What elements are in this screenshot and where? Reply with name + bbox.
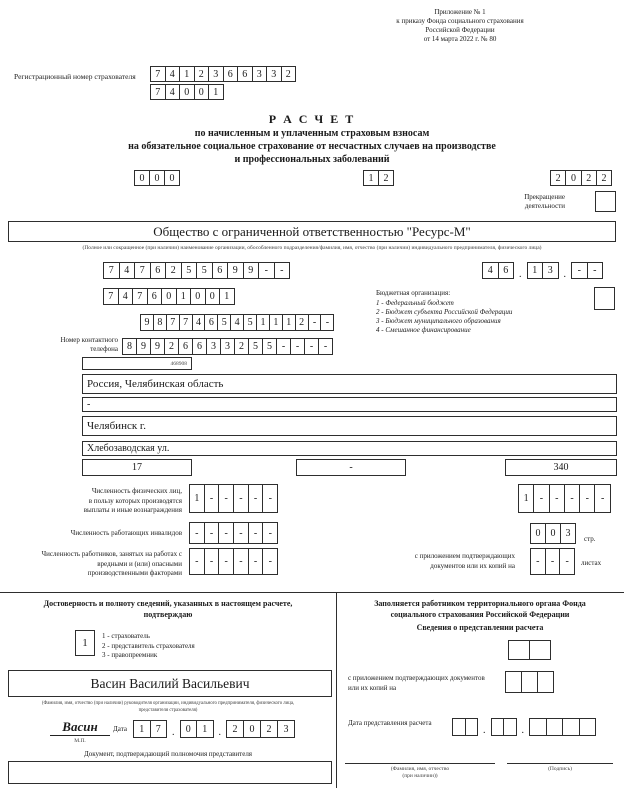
- okved-dot: .: [563, 268, 566, 280]
- form-cell: -: [320, 314, 334, 331]
- form-cell: 7: [134, 262, 151, 279]
- form-title-line: и профессиональных заболеваний: [234, 154, 390, 165]
- form-cell: 4: [119, 262, 136, 279]
- insurer-name-caption: (Полное или сокращенное (при наличии) наименование организации, обособленного подразделения/фамилия, имя, отчество (при наличии) индивидуального предпринимателя, физического лица): [82, 245, 542, 251]
- fss-name-caption: [345, 766, 495, 780]
- form-cell: 7: [150, 66, 166, 82]
- form-cell: 0: [180, 720, 198, 738]
- form-cell: 1: [208, 84, 224, 100]
- reporting-period-cells: [363, 170, 394, 186]
- form-cell: 0: [149, 170, 165, 186]
- form-cell: -: [308, 314, 322, 331]
- form-cell: 3: [208, 66, 224, 82]
- form-cell: 7: [150, 84, 166, 100]
- fss-title-line: Заполняется работником территориального органа Фонда: [374, 599, 586, 608]
- form-cell: 7: [166, 314, 180, 331]
- form-cell: 2: [295, 314, 309, 331]
- form-cell: 2: [234, 338, 249, 355]
- okved-group3: [571, 262, 603, 279]
- form-cell: 4: [482, 262, 499, 279]
- form-cell: -: [549, 484, 565, 513]
- authority-document-label: Документ, подтверждающий полномочия представителя: [83, 750, 253, 758]
- signature-block: [50, 718, 110, 745]
- form-cell: 5: [196, 262, 213, 279]
- form-cell: [508, 640, 530, 660]
- fss-date-label: Дата представления расчета: [348, 719, 432, 727]
- form-cell: 2: [581, 170, 597, 186]
- form-cell: -: [559, 548, 575, 575]
- form-cell: -: [290, 338, 305, 355]
- form-title: [0, 112, 624, 166]
- hazardous-count-label: [20, 550, 182, 579]
- form-cell: 6: [192, 338, 207, 355]
- form-cell: 7: [132, 288, 148, 305]
- inn-cells: [103, 262, 290, 279]
- form-cell: 6: [204, 314, 218, 331]
- form-cell: 2: [164, 338, 179, 355]
- form-cell: 9: [150, 338, 165, 355]
- confirmation-line: Достоверность и полноту сведений, указанных в настоящем расчете,: [43, 599, 293, 608]
- form-cell: 9: [243, 262, 260, 279]
- date-dot: .: [218, 727, 221, 738]
- label-line: вредными и (или) опасными: [97, 559, 182, 568]
- form-cell: [452, 718, 466, 736]
- form-cell: -: [204, 522, 220, 544]
- form-cell: 6: [498, 262, 515, 279]
- label-line: Численность физических лиц,: [91, 487, 182, 495]
- form-cell: -: [189, 522, 205, 544]
- form-cell: 1: [282, 314, 296, 331]
- form-cell: 1: [196, 720, 214, 738]
- form-cell: 1: [518, 484, 534, 513]
- attachments-label: [386, 552, 515, 571]
- form-cell: -: [587, 262, 604, 279]
- form-cell: -: [248, 484, 264, 513]
- label-line: или их копий на: [348, 684, 397, 692]
- signer-type-option: 2 - представитель страхователя: [102, 641, 195, 650]
- phone-label-line: Номер контактного: [60, 336, 118, 344]
- fss-received-code-cells: [508, 640, 551, 660]
- registration-number-cells: [150, 66, 296, 82]
- form-cell: 6: [150, 262, 167, 279]
- form-cell: [503, 718, 517, 736]
- fss-block-title: [340, 598, 620, 620]
- form-cell: -: [318, 338, 333, 355]
- fss-date-month-cells: [491, 718, 517, 736]
- form-cell: 1: [269, 314, 283, 331]
- appendix-note: [310, 8, 610, 44]
- okved-field: [482, 262, 603, 279]
- form-cell: -: [204, 484, 220, 513]
- termination-checkbox: [595, 191, 616, 212]
- form-cell: 2: [550, 170, 566, 186]
- caption-line: (при наличии)): [402, 773, 438, 779]
- form-cell: 0: [194, 84, 210, 100]
- form-cell: [521, 671, 538, 693]
- form-cell: -: [530, 548, 546, 575]
- address-house-field: 17: [82, 459, 192, 476]
- form-cell: [595, 191, 616, 212]
- form-cell: 6: [212, 262, 229, 279]
- signer-type-code-box: [75, 630, 95, 656]
- stamp-label: М.П.: [74, 738, 86, 744]
- termination-label-line: деятельности: [524, 202, 565, 210]
- form-cell: [529, 718, 547, 736]
- disabled-count-label: Численность работающих инвалидов: [70, 529, 182, 537]
- form-cell: -: [276, 338, 291, 355]
- form-cell: 3: [252, 66, 268, 82]
- label-line: документов или их копий на: [430, 561, 515, 570]
- date-dot: .: [521, 725, 524, 736]
- form-cell: 1: [176, 288, 192, 305]
- form-title-main: Р А С Ч Е Т: [268, 112, 356, 126]
- budget-org-option: 2 - Бюджет субъекта Российской Федерации: [376, 308, 513, 316]
- address-district-field: -: [82, 397, 617, 412]
- form-cell: -: [545, 548, 561, 575]
- form-cell: 4: [118, 288, 134, 305]
- appendix-line: Российской Федерации: [425, 26, 495, 34]
- form-cell: 9: [227, 262, 244, 279]
- form-cell: 0: [179, 84, 195, 100]
- signer-type-options: [102, 632, 195, 661]
- subordination-code-cells: [150, 84, 224, 100]
- form-cell: -: [258, 262, 275, 279]
- individuals-count-label: [20, 487, 182, 516]
- date-day-cells: [133, 720, 167, 738]
- signer-name-field: Васин Василий Васильевич: [8, 670, 332, 697]
- form-cell: -: [204, 548, 220, 575]
- appendix-line: от 14 марта 2022 г. № 80: [423, 35, 497, 43]
- signer-type-option: 1 - страхователь: [102, 632, 150, 640]
- form-title-line: по начисленным и уплаченным страховым взносам: [194, 128, 430, 139]
- date-month-cells: [180, 720, 214, 738]
- form-cell: -: [218, 484, 234, 513]
- section-divider-vertical: [336, 592, 337, 788]
- form-cell: 7: [179, 314, 193, 331]
- form-cell: [465, 718, 479, 736]
- form-cell: 4: [230, 314, 244, 331]
- budget-org-code-box: [594, 287, 615, 310]
- ogrn-cells: [140, 314, 334, 331]
- registration-number-label: Регистрационный номер страхователя: [14, 72, 136, 81]
- form-cell: 6: [223, 66, 239, 82]
- pages-count-cells: [530, 523, 576, 544]
- form-cell: 6: [237, 66, 253, 82]
- form-cell: 1: [133, 720, 151, 738]
- address-building-field: -: [296, 459, 406, 476]
- label-line: в пользу которых производятся: [88, 496, 182, 505]
- correction-number-cells: [134, 170, 180, 186]
- label-line: производственными факторами: [87, 569, 182, 577]
- form-cell: 4: [192, 314, 206, 331]
- signer-type-option: 3 - правопреемник: [102, 651, 158, 659]
- fss-attachments-label: [348, 673, 503, 693]
- budget-org-option: 3 - Бюджет муниципального образования: [376, 317, 501, 325]
- form-cell: -: [189, 548, 205, 575]
- form-cell: -: [533, 484, 549, 513]
- form-cell: [505, 671, 522, 693]
- form-cell: 2: [596, 170, 612, 186]
- form-cell: [579, 718, 597, 736]
- budget-org-options: [376, 299, 512, 335]
- individuals-count-cells: [189, 484, 278, 513]
- form-cell: [537, 671, 554, 693]
- date-label: Дата: [113, 725, 127, 733]
- date-dot: .: [172, 727, 175, 738]
- disabled-count-cells: [189, 522, 278, 544]
- address-office-field: 340: [505, 459, 617, 476]
- phone-cells: [122, 338, 333, 355]
- form-cell: 5: [248, 338, 263, 355]
- form-cell: 6: [147, 288, 163, 305]
- form-cell: 2: [226, 720, 244, 738]
- label-line: выплаты и иные вознаграждения: [83, 506, 182, 514]
- form-cell: 2: [194, 66, 210, 82]
- fss-title-line: социального страхования Российской Федерации: [390, 610, 570, 619]
- insurer-name-field: Общество с ограниченной ответственностью "Ресурс-М": [8, 221, 616, 242]
- form-cell: -: [233, 522, 249, 544]
- budget-org-label: Бюджетная организация:: [376, 289, 451, 297]
- caption-line: (Фамилия, имя, отчество: [390, 766, 450, 772]
- form-cell: 1: [527, 262, 544, 279]
- fss-date-field: [452, 718, 596, 736]
- phone-label-line: телефона: [90, 345, 118, 353]
- form-cell: -: [262, 522, 278, 544]
- form-cell: -: [564, 484, 580, 513]
- form-cell: [546, 718, 564, 736]
- form-cell: 0: [530, 523, 546, 544]
- signer-name-caption: [2, 701, 334, 714]
- form-cell: 3: [277, 720, 295, 738]
- form-cell: 2: [165, 262, 182, 279]
- date-dot: .: [483, 725, 486, 736]
- appendix-line: Приложение № 1: [434, 8, 486, 16]
- individuals-count-right-cells: [518, 484, 611, 513]
- form-cell: 7: [150, 720, 168, 738]
- form-cell: 4: [165, 66, 181, 82]
- address-region-field: Россия, Челябинская область: [82, 374, 617, 394]
- form-cell: 3: [542, 262, 559, 279]
- label-line: Численность работников, занятых на работах с: [41, 550, 182, 558]
- attachment-sheets-cells: [530, 548, 575, 575]
- fss-sign-signature-line: [507, 763, 613, 764]
- okved-group2: [527, 262, 559, 279]
- okved-group1: [482, 262, 514, 279]
- form-cell: 1: [363, 170, 379, 186]
- form-cell: -: [233, 548, 249, 575]
- form-cell: 1: [189, 484, 205, 513]
- form-cell: -: [274, 262, 291, 279]
- form-cell: 0: [134, 170, 150, 186]
- label-line: с приложением подтверждающих: [414, 552, 515, 560]
- calendar-year-cells: [550, 170, 612, 186]
- form-title-line: на обязательное социальное страхование от несчастных случаев на производстве: [128, 141, 496, 152]
- form-cell: 5: [262, 338, 277, 355]
- form-cell: 5: [243, 314, 257, 331]
- confirmation-line: подтверждаю: [143, 610, 193, 619]
- form-cell: 0: [205, 288, 221, 305]
- section-divider-horizontal: [0, 592, 624, 593]
- date-year-cells: [226, 720, 295, 738]
- form-cell: 9: [140, 314, 154, 331]
- kpp-cells: [103, 288, 235, 305]
- fss-attachment-sheets-cells: [505, 671, 554, 693]
- signature-date-field: [133, 720, 295, 738]
- form-cell: 2: [378, 170, 394, 186]
- form-cell: 5: [217, 314, 231, 331]
- form-cell: 2: [260, 720, 278, 738]
- form-cell: 3: [560, 523, 576, 544]
- form-cell: [529, 640, 551, 660]
- form-cell: 1: [179, 66, 195, 82]
- form-cell: -: [248, 548, 264, 575]
- form-cell: 8: [122, 338, 137, 355]
- form-cell: 0: [164, 170, 180, 186]
- phone-label: [14, 336, 118, 354]
- form-cell: 3: [220, 338, 235, 355]
- fss-date-day-cells: [452, 718, 478, 736]
- form-cell: 4: [165, 84, 181, 100]
- pages-suffix-label: стр.: [584, 535, 596, 543]
- form-cell: 1: [219, 288, 235, 305]
- form-cell: 8: [153, 314, 167, 331]
- form-cell: -: [248, 522, 264, 544]
- form-cell: -: [571, 262, 588, 279]
- address-city-field: Челябинск г.: [82, 416, 617, 436]
- caption-line: (Фамилия, имя, отчество (при наличии) руководителя организации, индивидуального предпринимателя, физического лица,: [41, 701, 295, 706]
- form-cell: 1: [75, 630, 95, 656]
- fss-name-signature-line: [345, 763, 495, 764]
- form-cell: [594, 287, 615, 310]
- form-cell: 0: [243, 720, 261, 738]
- form-cell: 2: [281, 66, 297, 82]
- form-cell: 0: [161, 288, 177, 305]
- caption-line: представителя страхователя): [138, 707, 198, 713]
- confirmation-statement: [4, 598, 332, 620]
- form-cell: -: [218, 548, 234, 575]
- hazardous-count-cells: [189, 548, 278, 575]
- form-cell: [491, 718, 505, 736]
- form-cell: 0: [565, 170, 581, 186]
- form-cell: 3: [266, 66, 282, 82]
- form-cell: 1: [256, 314, 270, 331]
- form-cell: [562, 718, 580, 736]
- signature-value: Васин: [50, 718, 110, 736]
- termination-label-line: Прекращение: [524, 193, 565, 201]
- form-cell: 7: [103, 262, 120, 279]
- fss-block-subtitle: Сведения о представлении расчета: [416, 623, 544, 632]
- authority-document-field: [8, 761, 332, 784]
- fss-date-year-cells: [529, 718, 596, 736]
- form-cell: 3: [206, 338, 221, 355]
- okved-dot: .: [519, 268, 522, 280]
- form-cell: -: [304, 338, 319, 355]
- postal-code-field: 468908: [82, 357, 192, 370]
- form-cell: -: [594, 484, 610, 513]
- form-cell: -: [262, 484, 278, 513]
- form-cell: 0: [545, 523, 561, 544]
- attachments-suffix-label: листах: [581, 559, 602, 567]
- form-cell: -: [579, 484, 595, 513]
- form-cell: -: [262, 548, 278, 575]
- form-cell: 9: [136, 338, 151, 355]
- budget-org-option: 1 - Федеральный бюджет: [376, 299, 454, 307]
- fss-sign-caption: (Подпись): [548, 766, 572, 772]
- form-cell: -: [233, 484, 249, 513]
- termination-label: [465, 193, 565, 211]
- form-cell: -: [218, 522, 234, 544]
- form-cell: 7: [103, 288, 119, 305]
- address-street-field: Хлебозаводская ул.: [82, 441, 617, 456]
- budget-org-option: 4 - Смешанное финансирование: [376, 326, 471, 334]
- form-cell: 0: [190, 288, 206, 305]
- appendix-line: к приказу Фонда социального страхования: [396, 17, 524, 25]
- form-cell: 6: [178, 338, 193, 355]
- label-line: с приложением подтверждающих документов: [348, 674, 485, 682]
- form-cell: 5: [181, 262, 198, 279]
